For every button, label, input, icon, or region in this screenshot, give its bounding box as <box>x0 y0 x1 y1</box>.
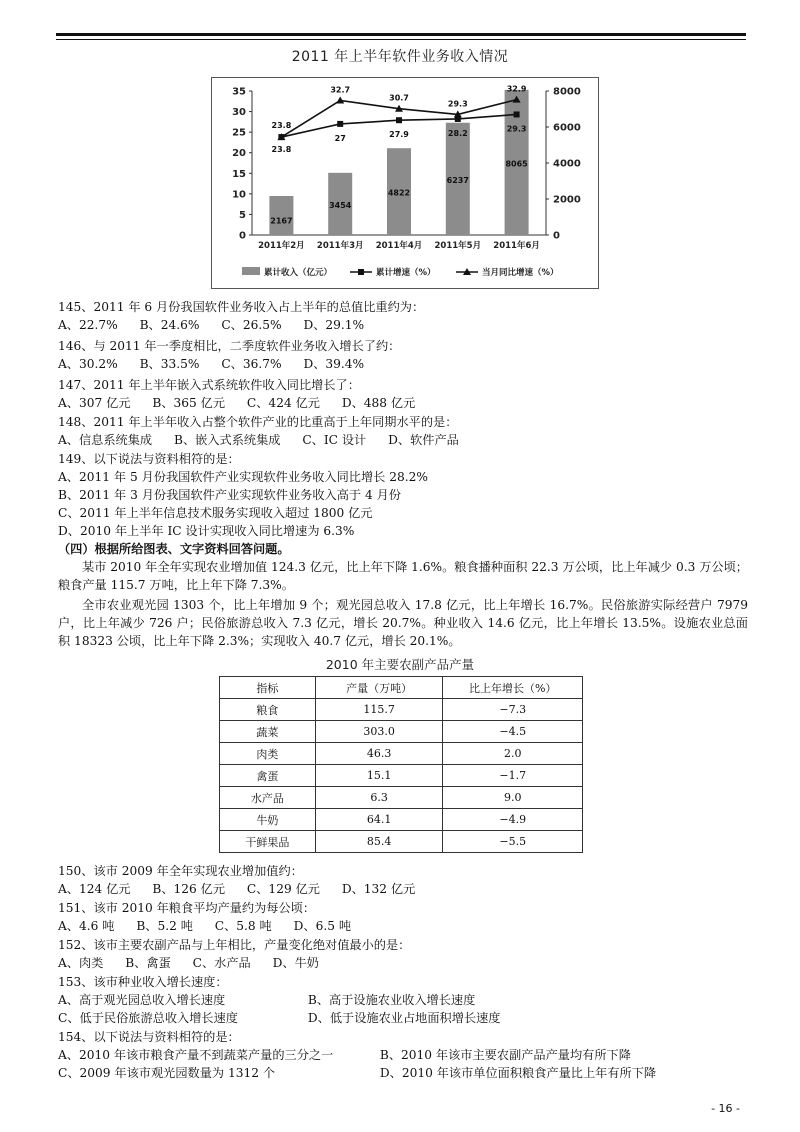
cumulative-growth-label: 23.8 <box>271 145 292 155</box>
marker-triangle <box>336 96 344 103</box>
left-axis-tick-label: 0 <box>239 230 246 242</box>
marker-square <box>514 111 520 117</box>
q146-option-a[interactable]: A、30.2% <box>58 357 118 371</box>
q150-option-b[interactable]: B、126 亿元 <box>152 882 226 896</box>
header-rule-thin <box>56 39 746 40</box>
q152-stem: 152、该市主要农副产品与上年相比，产量变化绝对值最小的是： <box>58 938 411 952</box>
legend-label: 累计收入（亿元） <box>264 268 333 278</box>
right-axis-tick-label: 2000 <box>553 194 581 206</box>
cumulative-growth-label: 27.9 <box>389 130 409 140</box>
q149-option-b[interactable]: B、2011 年 3 月份我国软件产业实现软件业务收入高于 4 月份 <box>58 488 401 502</box>
table-row <box>220 787 583 809</box>
q147-options <box>58 394 433 412</box>
q145-option-c[interactable]: C、26.5% <box>221 318 282 332</box>
q151-options <box>58 917 369 935</box>
q154-option-d[interactable]: D、2010 年该市单位面积粮食产量比上年有所下降 <box>379 1066 657 1080</box>
table-cell: 肉类 <box>220 743 316 765</box>
cumulative-growth-label: 27 <box>334 133 346 143</box>
table-row <box>220 831 583 853</box>
q154-options-row1 <box>58 1046 649 1064</box>
table-header-cell: 比上年增长（%） <box>443 677 583 699</box>
q145-option-a[interactable]: A、22.7% <box>58 318 118 332</box>
q148-stem: 148、2011 年上半年收入占整个软件产业的比重高于上年同期水平的是： <box>58 415 458 429</box>
software-revenue-chart <box>211 77 599 289</box>
bar-cumulative-revenue <box>269 196 293 235</box>
table-cell: 禽蛋 <box>220 765 316 787</box>
left-axis-tick-label: 15 <box>232 168 246 180</box>
bar-value-label: 2167 <box>270 216 293 226</box>
q152-options <box>58 954 337 972</box>
q148-option-a[interactable]: A、信息系统集成 <box>58 433 153 447</box>
q149-option-c[interactable]: C、2011 年上半年信息技术服务实现收入超过 1800 亿元 <box>58 506 373 520</box>
q147-option-c[interactable]: C、424 亿元 <box>246 396 320 410</box>
table-cell: 46.3 <box>315 743 443 765</box>
legend-label: 当月同比增速（%） <box>482 268 559 278</box>
q147-option-b[interactable]: B、365 亿元 <box>152 396 226 410</box>
right-axis-tick-label: 4000 <box>553 158 581 170</box>
table-cell: −5.5 <box>443 831 583 853</box>
table-cell: 粮食 <box>220 699 316 721</box>
section-heading: （四）根据所给图表、文字资料回答问题。 <box>58 542 290 556</box>
q153-option-c[interactable]: C、低于民俗旅游总收入增长速度 <box>58 1011 238 1025</box>
cumulative-growth-label: 28.2 <box>447 128 468 138</box>
chart-title: 2011 年上半年软件业务收入情况 <box>291 49 509 65</box>
q147-option-a[interactable]: A、307 亿元 <box>58 396 131 410</box>
table-cell: −1.7 <box>443 765 583 787</box>
q151-option-d[interactable]: D、6.5 吨 <box>293 919 352 933</box>
q149-option-a[interactable]: A、2011 年 5 月份我国软件产业实现软件业务收入同比增长 28.2% <box>58 470 428 484</box>
right-axis-tick-label: 6000 <box>553 122 581 134</box>
q148-options <box>58 431 477 449</box>
left-axis-tick-label: 30 <box>232 107 246 119</box>
table-cell: −7.3 <box>443 699 583 721</box>
table-header-row <box>220 677 583 699</box>
q151-option-b[interactable]: B、5.2 吨 <box>136 919 193 933</box>
q146-options <box>58 355 382 373</box>
table-cell: 牛奶 <box>220 809 316 831</box>
section-paragraph-2: 全市农业观光园 1303 个，比上年增加 9 个；观光园总收入 17.8 亿元，比上年增长 16.7%。民俗旅游实际经营户 7979 户，比上年减少 726 户；民俗旅游总收入 7.3 亿元，增长 20.7%。种业收入 14.6 亿元，比上年增长 13.5%。设施农业总面积 18323 公顷，比上年下降 2.3%；实现收入 40.7 亿元，增长 20.1%。 <box>58 598 748 648</box>
x-axis-category-label: 2011年5月 <box>434 241 482 251</box>
right-axis-tick-label: 8000 <box>553 86 581 98</box>
table-row <box>220 765 583 787</box>
q146-option-c[interactable]: C、36.7% <box>221 357 282 371</box>
q154-option-a[interactable]: A、2010 年该市粮食产量不到蔬菜产量的三分之一 <box>58 1048 334 1062</box>
q152-option-d[interactable]: D、牛奶 <box>272 956 319 970</box>
left-axis-tick-label: 20 <box>232 148 246 160</box>
q150-option-d[interactable]: D、132 亿元 <box>341 882 416 896</box>
table-title: 2010 年主要农副产品产量 <box>325 657 475 672</box>
q145-options <box>58 316 382 334</box>
q154-stem: 154、以下说法与资料相符的是： <box>58 1030 240 1044</box>
chart-canvas <box>212 78 598 288</box>
table-row <box>220 743 583 765</box>
q152-option-c[interactable]: C、水产品 <box>192 956 251 970</box>
q149-stem: 149、以下说法与资料相符的是： <box>58 452 240 466</box>
q148-option-b[interactable]: B、嵌入式系统集成 <box>174 433 281 447</box>
monthly-yoy-label: 30.7 <box>389 93 409 103</box>
q153-options-row1 <box>58 991 493 1009</box>
q154-option-c[interactable]: C、2009 年该市观光园数量为 1312 个 <box>58 1066 276 1080</box>
q153-options-row2 <box>58 1009 518 1027</box>
table-cell: 85.4 <box>315 831 443 853</box>
table-cell: 2.0 <box>443 743 583 765</box>
q154-options-row2 <box>58 1064 674 1082</box>
q147-option-d[interactable]: D、488 亿元 <box>341 396 416 410</box>
cumulative-growth-label: 29.3 <box>506 124 527 134</box>
q153-option-a[interactable]: A、高于观光园总收入增长速度 <box>58 993 226 1007</box>
table-cell: 6.3 <box>315 787 443 809</box>
table-cell: 水产品 <box>220 787 316 809</box>
right-axis-tick-label: 0 <box>553 230 560 242</box>
q146-stem: 146、与 2011 年一季度相比，二季度软件业务收入增长了约： <box>58 339 401 353</box>
q149-option-d[interactable]: D、2010 年上半年 IC 设计实现收入同比增速为 6.3% <box>58 524 355 538</box>
legend-swatch-bar <box>242 267 260 275</box>
q151-option-c[interactable]: C、5.8 吨 <box>214 919 272 933</box>
bar-value-label: 8065 <box>505 159 528 169</box>
table-header-cell: 指标 <box>220 677 316 699</box>
q150-option-c[interactable]: C、129 亿元 <box>246 882 320 896</box>
monthly-yoy-label: 32.9 <box>506 84 527 94</box>
q150-stem: 150、该市 2009 年全年实现农业增加值约： <box>58 864 303 878</box>
header-rule-thick <box>56 33 746 36</box>
q153-option-d[interactable]: D、低于设施农业占地面积增长速度 <box>307 1011 501 1025</box>
page-number: - 16 - <box>711 1102 740 1115</box>
q153-option-b[interactable]: B、高于设施农业收入增长速度 <box>307 993 476 1007</box>
bar-value-label: 3454 <box>329 200 352 210</box>
marker-square <box>396 117 402 123</box>
bar-value-label: 4822 <box>387 188 411 198</box>
left-axis-tick-label: 35 <box>232 86 246 98</box>
table-row <box>220 699 583 721</box>
q146-option-b[interactable]: B、33.5% <box>139 357 200 371</box>
section-paragraph-1: 某市 2010 年全年实现农业增加值 124.3 亿元，比上年下降 1.6%。粮食播种面积 22.3 万公顷，比上年减少 0.3 万公顷；粮食产量 115.7 万吨，比上年下降 7.3%。 <box>58 560 748 592</box>
table-cell: −4.9 <box>443 809 583 831</box>
q145-option-b[interactable]: B、24.6% <box>139 318 200 332</box>
marker-square <box>337 121 343 127</box>
q147-stem: 147、2011 年上半年嵌入式系统软件收入同比增长了： <box>58 378 360 392</box>
q150-options <box>58 880 433 898</box>
legend-label: 累计增速（%） <box>376 268 436 278</box>
farm-products-table <box>219 676 583 853</box>
legend-marker-square <box>358 269 364 275</box>
q151-option-a[interactable]: A、4.6 吨 <box>58 919 115 933</box>
q148-option-c[interactable]: C、IC 设计 <box>302 433 367 447</box>
x-axis-category-label: 2011年4月 <box>375 241 423 251</box>
q152-option-b[interactable]: B、禽蛋 <box>125 956 171 970</box>
table-cell: 303.0 <box>315 721 443 743</box>
q145-stem: 145、2011 年 6 月份我国软件业务收入占上半年的总值比重约为： <box>58 300 425 314</box>
table-cell: −4.5 <box>443 721 583 743</box>
q152-option-a[interactable]: A、肉类 <box>58 956 104 970</box>
table-cell: 9.0 <box>443 787 583 809</box>
x-axis-category-label: 2011年6月 <box>493 241 540 251</box>
left-axis-tick-label: 25 <box>232 127 246 139</box>
table-row <box>220 721 583 743</box>
q145-option-d[interactable]: D、29.1% <box>303 318 365 332</box>
q148-option-d[interactable]: D、软件产品 <box>388 433 459 447</box>
table-cell: 115.7 <box>315 699 443 721</box>
x-axis-category-label: 2011年2月 <box>258 241 305 251</box>
left-axis-tick-label: 5 <box>239 209 246 221</box>
table-header-cell: 产量（万吨） <box>315 677 443 699</box>
table-cell: 15.1 <box>315 765 443 787</box>
monthly-yoy-label: 32.7 <box>330 85 351 95</box>
q151-stem: 151、该市 2010 年粮食平均产量约为每公顷： <box>58 901 316 915</box>
q154-option-b[interactable]: B、2010 年该市主要农副产品产量均有所下降 <box>379 1048 631 1062</box>
q146-option-d[interactable]: D、39.4% <box>303 357 365 371</box>
q153-stem: 153、该市种业收入增长速度： <box>58 975 228 989</box>
table-cell: 干鲜果品 <box>220 831 316 853</box>
left-axis-tick-label: 10 <box>232 189 246 201</box>
x-axis-category-label: 2011年3月 <box>316 241 364 251</box>
q150-option-a[interactable]: A、124 亿元 <box>58 882 131 896</box>
table-cell: 蔬菜 <box>220 721 316 743</box>
table-cell: 64.1 <box>315 809 443 831</box>
bar-value-label: 6237 <box>446 175 469 185</box>
table-row <box>220 809 583 831</box>
monthly-yoy-label: 23.8 <box>271 121 292 131</box>
monthly-yoy-label: 29.3 <box>447 99 468 109</box>
